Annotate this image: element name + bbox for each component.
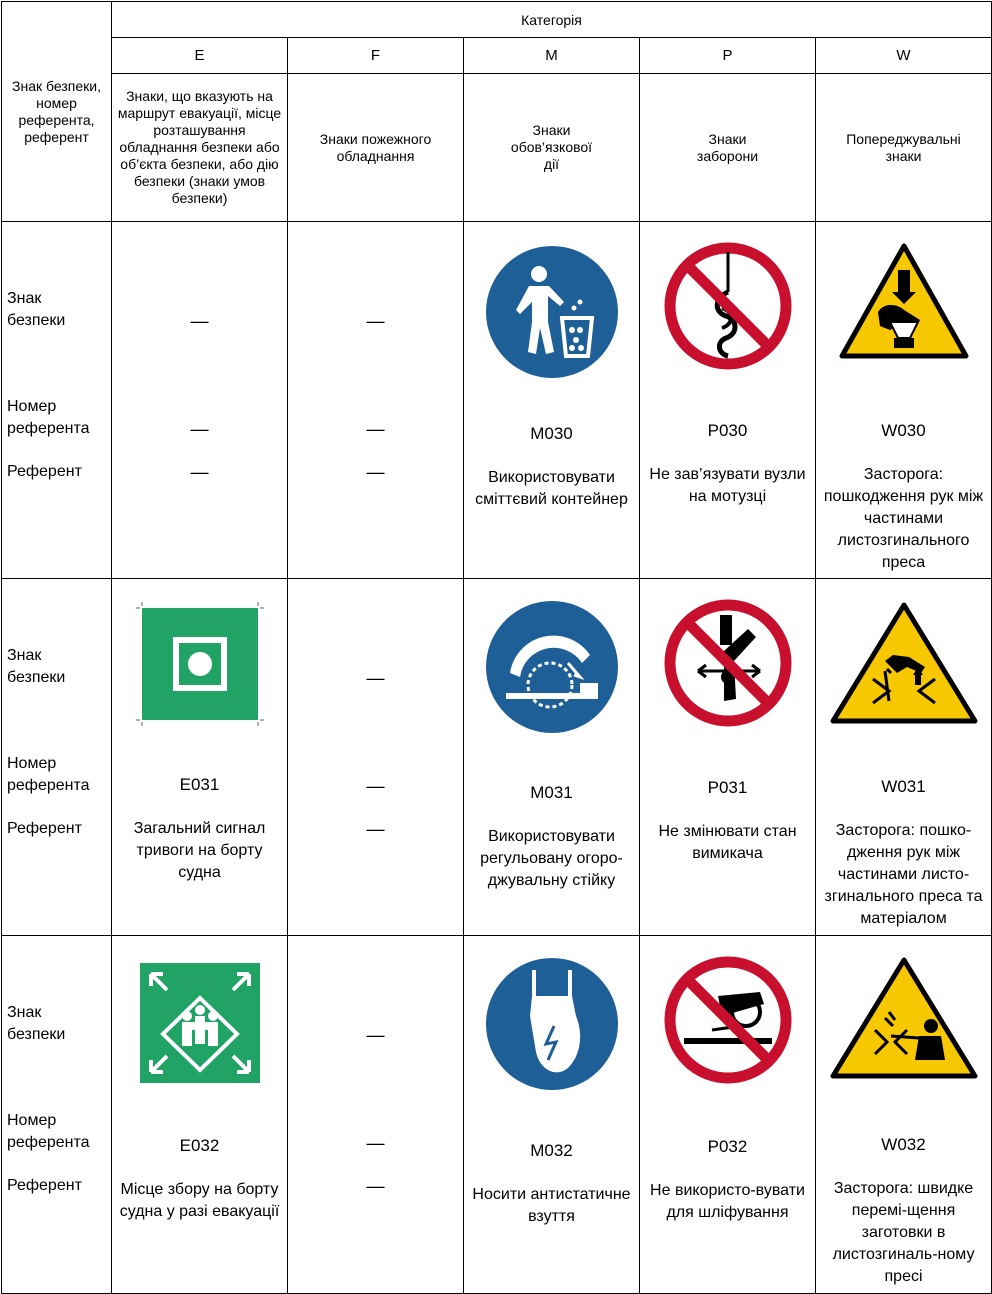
referent-text: Не змінювати стан вимикача [658,823,797,862]
dash: — [366,1025,385,1045]
table-row [2,222,992,579]
row-labels [2,936,112,1294]
column-letter-e: E [112,38,288,74]
cell-f031 [288,579,464,936]
reference-number: M031 [530,783,573,802]
reference-number: W031 [881,777,926,796]
label-sign: Знак безпеки [7,647,66,686]
column-title-p: Знаки заборони [640,74,816,222]
cell-m030 [464,222,640,579]
reference-number: E032 [179,1136,220,1155]
adjustable-guard-mandatory-icon [484,599,620,735]
cell-w031 [816,579,992,936]
press-brake-material-warning-icon [829,601,979,725]
cell-w030 [816,222,992,579]
reference-number: P032 [707,1137,748,1156]
column-title-w: Попереджувальні знаки [816,74,992,222]
label-referent: Референт [7,463,82,480]
referent-text: Місце збору на борту судна у разі евакуації [119,1181,280,1220]
column-title-m: Знаки обов’язкової дії [464,74,640,222]
column-letter-p: P [640,38,816,74]
column-letter-f: F [288,38,464,74]
dash: — [366,1133,385,1153]
cell-f030 [288,222,464,579]
label-referent: Референт [7,820,82,837]
column-title-e: Знаки, що вказують на маршрут евакуації, місце розташування обладнання безпеки або об’єкта безпеки, або дію безпеки (знаки умов безпеки) [112,74,288,222]
label-sign: Знак безпеки [7,1004,66,1043]
reference-number: M032 [530,1141,573,1160]
cell-f032 [288,936,464,1294]
cell-w032 [816,936,992,1294]
row-labels [2,579,112,936]
dash: — [190,419,209,439]
dash: — [366,1176,385,1196]
table-row [2,579,992,936]
dash: — [366,776,385,796]
dash: — [366,311,385,331]
table-row [2,936,992,1294]
label-number: Номер референта [7,398,90,437]
cell-p032 [640,936,816,1294]
label-sign: Знак безпеки [7,290,66,329]
referent-text: Використовувати сміттєвий контейнер [475,469,628,508]
cell-e031 [112,579,288,936]
dash: — [190,311,209,331]
referent-text: Використовувати регульовану огоро-джувальну стійку [480,828,623,889]
reference-number: P031 [707,778,748,797]
reference-number: W030 [881,421,926,440]
label-number: Номер референта [7,755,90,794]
reference-number: W032 [881,1135,926,1154]
dash: — [366,668,385,688]
safety-signs-table [1,1,992,1294]
column-letter-m: M [464,38,640,74]
cell-m032 [464,936,640,1294]
referent-text: Загальний сигнал тривоги на борту судна [133,820,266,881]
referent-text: Засторога: швидке перемі-щення заготовки в листозгиналь-ному пресі [832,1180,975,1285]
no-grinding-prohibition-icon [664,956,792,1084]
label-number: Номер референта [7,1112,90,1151]
column-letter-w: W [816,38,992,74]
referent-text: Не використо-вувати для шліфування [650,1182,805,1221]
antistatic-footwear-mandatory-icon [484,956,620,1092]
rapid-workpiece-movement-warning-icon [829,956,979,1080]
dash: — [366,419,385,439]
no-switch-change-prohibition-icon [664,599,792,727]
referent-text: Не зав’язувати вузли на мотузці [649,466,806,505]
cell-e032 [112,936,288,1294]
cell-p031 [640,579,816,936]
referent-text: Носити антистатичне взуття [472,1186,631,1225]
waste-container-mandatory-icon [484,244,620,380]
dash: — [366,462,385,482]
reference-number: M030 [530,424,573,443]
dash: — [190,462,209,482]
reference-number: E031 [179,775,220,794]
press-brake-hand-warning-icon [838,242,970,360]
no-tying-knots-prohibition-icon [664,242,792,370]
cell-m031 [464,579,640,936]
general-alarm-icon [135,601,265,727]
dash: — [366,819,385,839]
assembly-point-icon [137,960,263,1086]
cell-e030 [112,222,288,579]
column-title-f: Знаки пожежного обладнання [288,74,464,222]
referent-text: Засторога: пошко-дження рук між частинами листо-згинального преса та матеріалом [824,822,983,927]
label-referent: Референт [7,1177,82,1194]
corner-header [2,2,112,222]
reference-number: P030 [707,421,748,440]
corner-header-text: Знак безпеки, номер референта, референт [12,77,101,145]
category-header: Категорія [112,2,992,38]
referent-text: Засторога: пошкодження рук між частинами листозгинального преса [823,466,984,571]
cell-p030 [640,222,816,579]
row-labels [2,222,112,579]
